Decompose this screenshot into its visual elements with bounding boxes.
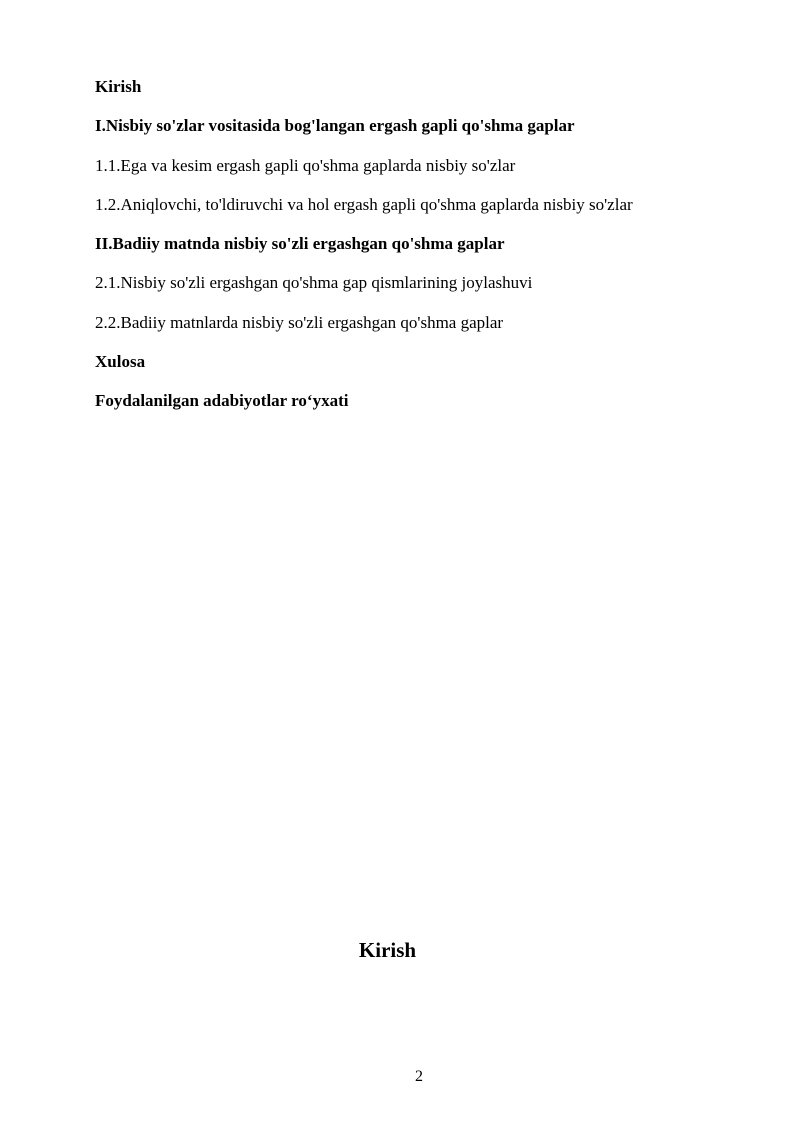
toc-item-chapter-1: I.Nisbiy so'zlar vositasida bog'langan ergash gapli qo'shma gaplar	[95, 116, 575, 136]
toc-item-xulosa: Xulosa	[95, 352, 146, 372]
toc-item-chapter-2: II.Badiiy matnda nisbiy so'zli ergashgan qo'shma gaplar	[95, 234, 505, 254]
toc-item-section-2-1: 2.1.Nisbiy so'zli ergashgan qo'shma gap qismlarining joylashuvi	[95, 273, 533, 293]
table-of-contents	[95, 74, 735, 428]
toc-item-references: Foydalanilgan adabiyotlar ro‘yxati	[95, 391, 349, 411]
toc-item-section-1-2: 1.2.Aniqlovchi, to'ldiruvchi va hol ergash gapli qo'shma gaplarda nisbiy so'zlar	[95, 194, 633, 214]
page-number: 2	[415, 1068, 423, 1085]
section-heading: Kirish	[358, 938, 417, 962]
toc-item-section-1-1: 1.1.Ega va kesim ergash gapli qo'shma gaplarda nisbiy so'zlar	[95, 155, 516, 175]
toc-item-section-2-2: 2.2.Badiiy matnlarda nisbiy so'zli ergashgan qo'shma gaplar	[95, 312, 504, 332]
toc-item-kirish: Kirish	[95, 77, 142, 96]
